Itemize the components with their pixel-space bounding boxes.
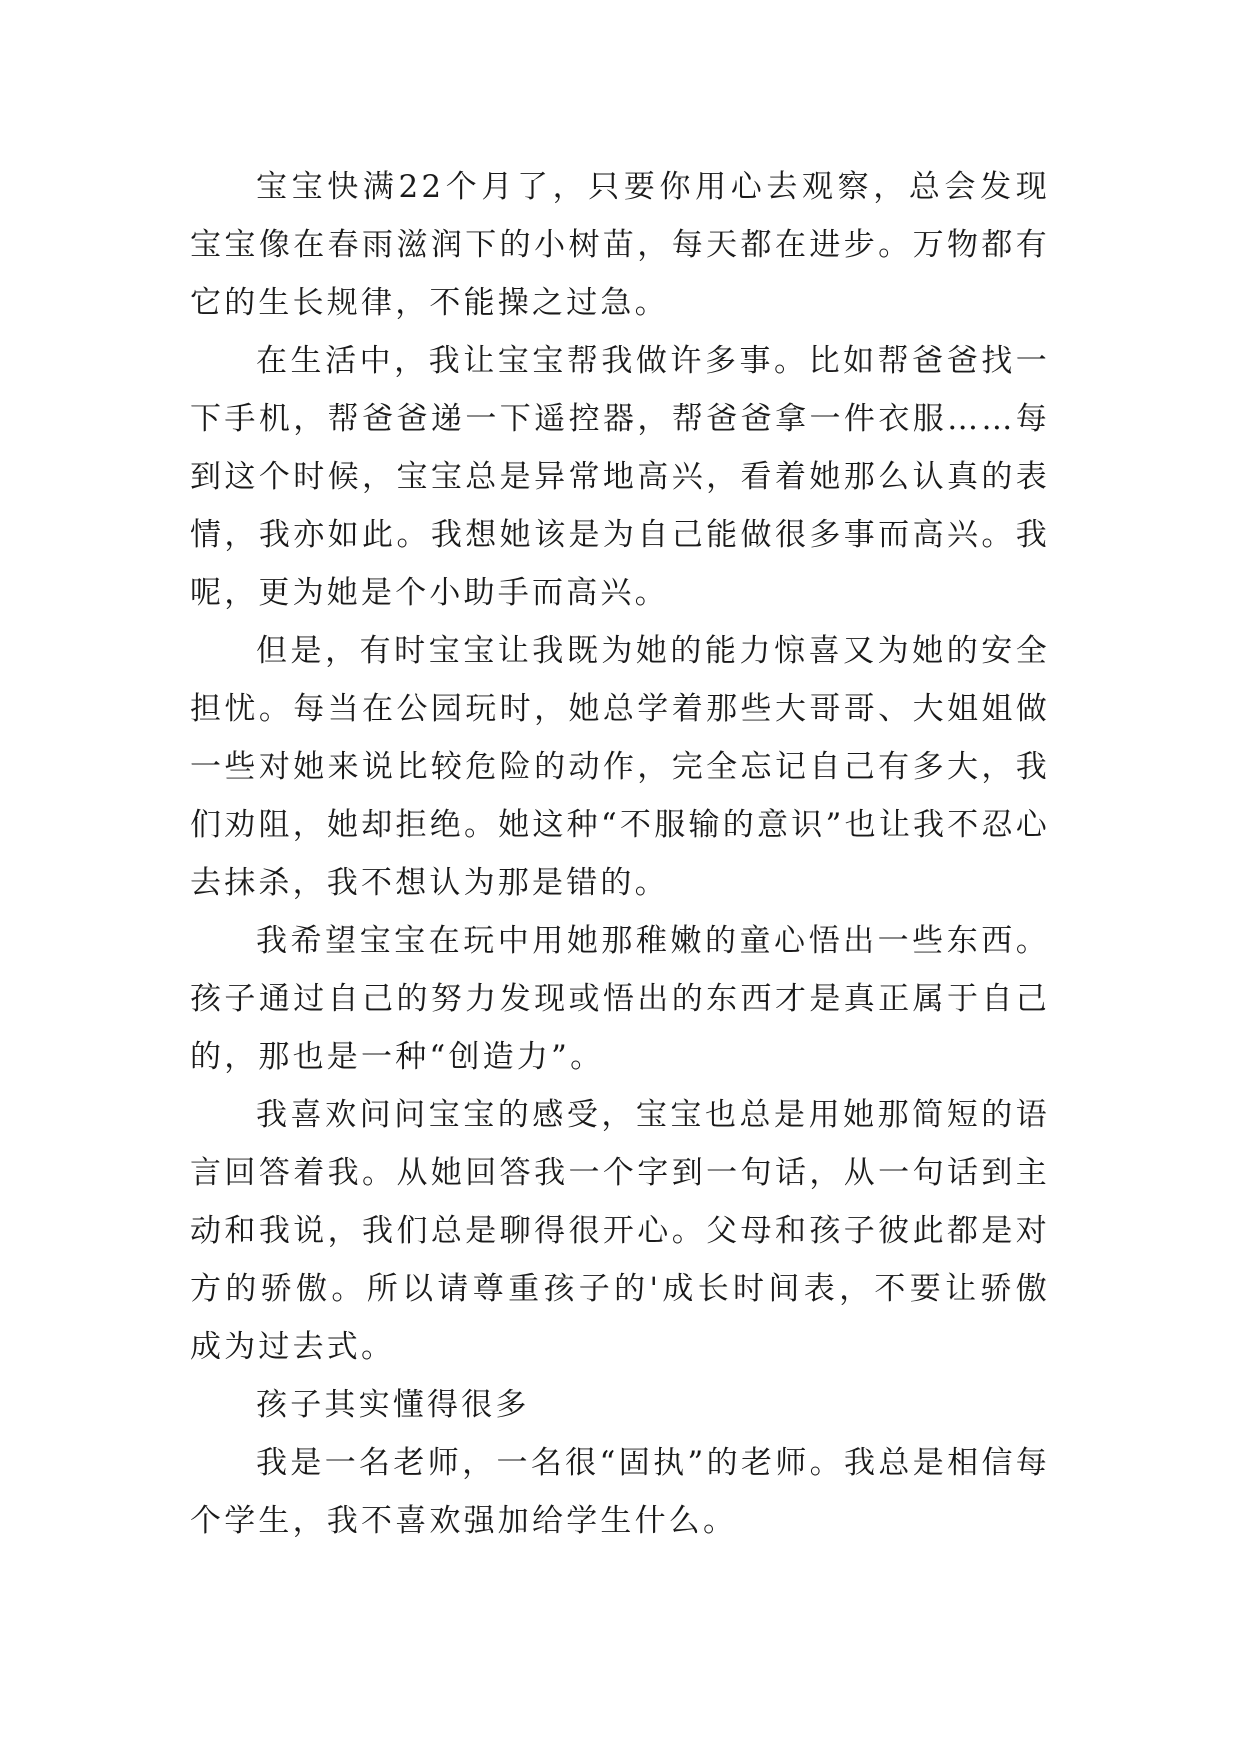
paragraph: 但是，有时宝宝让我既为她的能力惊喜又为她的安全担忧。每当在公园玩时，她总学着那些大哥哥、大姐姐做一些对她来说比较危险的动作，完全忘记自己有多大，我们劝阻，她却拒绝。她这种“不服输的意识”也让我不忍心去抹杀，我不想认为那是错的。 [190,633,1050,901]
paragraph: 我喜欢问问宝宝的感受，宝宝也总是用她那简短的语言回答着我。从她回答我一个字到一句话，从一句话到主动和我说，我们总是聊得很开心。父母和孩子彼此都是对方的骄傲。所以请尊重孩子的'成长时间表，不要让骄傲成为过去式。 [190,1097,1050,1365]
paragraph: 在生活中，我让宝宝帮我做许多事。比如帮爸爸找一下手机，帮爸爸递一下遥控器，帮爸爸拿一件衣服……每到这个时候，宝宝总是异常地高兴，看着她那么认真的表情，我亦如此。我想她该是为自己能做很多事而高兴。我呢，更为她是个小助手而高兴。 [190,343,1050,611]
paragraph: 我是一名老师，一名很“固执”的老师。我总是相信每个学生，我不喜欢强加给学生什么。 [190,1445,1050,1539]
paragraph: 宝宝快满22个月了，只要你用心去观察，总会发现宝宝像在春雨滋润下的小树苗，每天都在进步。万物都有它的生长规律，不能操之过急。 [190,169,1050,321]
document-body [190,158,1050,1550]
paragraph: 我希望宝宝在玩中用她那稚嫩的童心悟出一些东西。孩子通过自己的努力发现或悟出的东西才是真正属于自己的，那也是一种“创造力”。 [190,923,1050,1075]
section-heading: 孩子其实懂得很多 [256,1387,530,1423]
